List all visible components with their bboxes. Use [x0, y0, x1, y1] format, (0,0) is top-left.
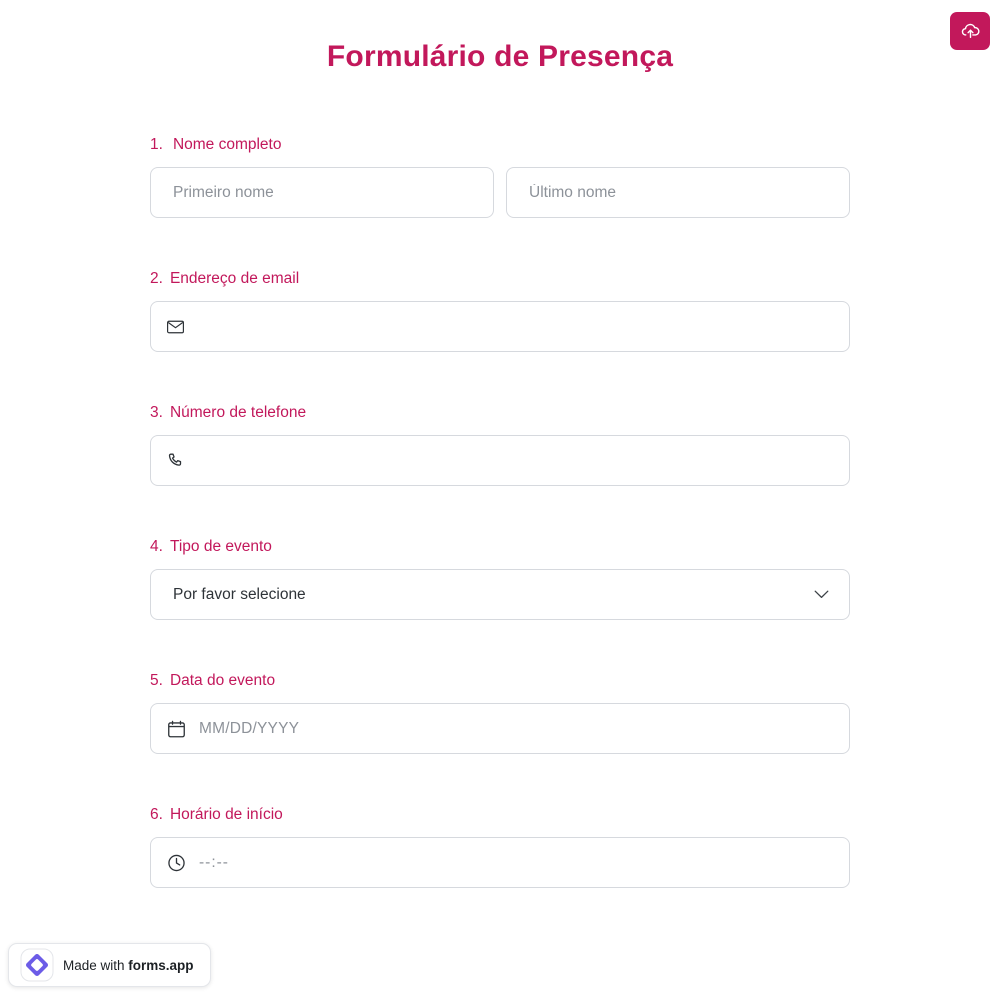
- phone-input[interactable]: [150, 435, 850, 486]
- field-data-do-evento: [150, 672, 850, 754]
- field-label-email: [150, 270, 850, 288]
- field-number: 5.: [150, 672, 163, 689]
- field-number: 2.: [150, 270, 163, 287]
- start-time-input[interactable]: [150, 837, 850, 888]
- first-name-input[interactable]: [150, 167, 494, 218]
- field-label-text: Tipo de evento: [169, 538, 272, 555]
- formsapp-brand: forms.app: [128, 957, 194, 973]
- field-telefone: [150, 404, 850, 486]
- field-number: 3.: [150, 404, 163, 421]
- field-label-text: Endereço de email: [169, 270, 300, 287]
- event-type-selected-value: Por favor selecione: [173, 585, 306, 603]
- field-number: 4.: [150, 538, 163, 555]
- field-label-horario-de-inicio: [150, 806, 850, 824]
- field-label-text: Número de telefone: [169, 404, 307, 421]
- field-horario-de-inicio: [150, 806, 850, 888]
- made-with-prefix: Made with: [63, 957, 129, 973]
- cloud-upload-button[interactable]: [950, 12, 990, 50]
- event-date-input[interactable]: [150, 703, 850, 754]
- cloud-upload-icon: [961, 23, 980, 39]
- made-with-label: [63, 958, 194, 973]
- page-title: Formulário de Presença: [326, 40, 674, 73]
- chevron-down-icon: [814, 590, 829, 599]
- event-type-select[interactable]: [150, 569, 850, 620]
- field-label-tipo-de-evento: [150, 538, 850, 556]
- last-name-input[interactable]: [506, 167, 850, 218]
- field-email: [150, 270, 850, 352]
- field-label-nome-completo: [150, 136, 850, 154]
- field-number: 1.: [150, 136, 163, 153]
- field-label-text: Data do evento: [169, 672, 276, 689]
- made-with-formsapp-badge[interactable]: [8, 943, 211, 987]
- field-number: 6.: [150, 806, 163, 823]
- form-fields: [150, 74, 850, 888]
- formsapp-logo-icon: [20, 948, 54, 982]
- field-label-data-do-evento: [150, 672, 850, 690]
- email-input[interactable]: [150, 301, 850, 352]
- field-label-text: Horário de início: [169, 806, 283, 823]
- field-label-text: Nome completo: [172, 136, 282, 153]
- field-label-telefone: [150, 404, 850, 422]
- field-tipo-de-evento: [150, 538, 850, 620]
- field-nome-completo: [150, 136, 850, 218]
